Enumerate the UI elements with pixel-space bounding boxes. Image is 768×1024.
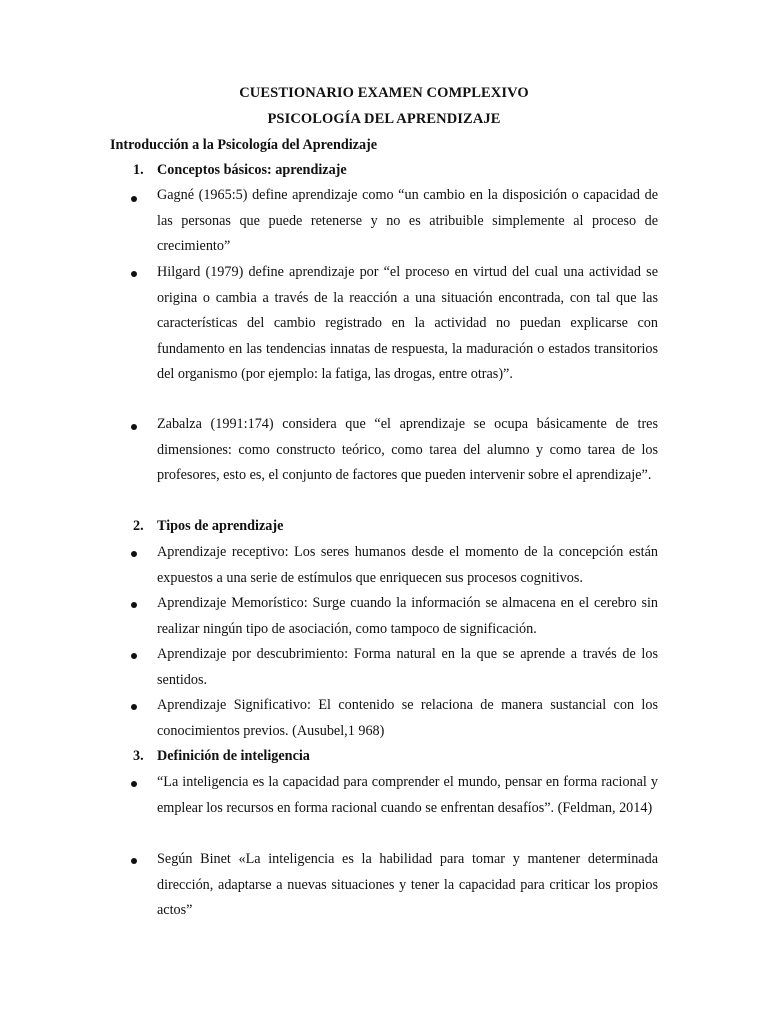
list-item: Zabalza (1991:174) considera que “el aprendizaje se ocupa básicamente de tres dimensiones: como constructo teórico, como tarea del alumno y como tarea de los profesores, esto es, el conjunto de factores que pueden intervenir sobre el aprendizaje”. xyxy=(157,416,658,483)
list-item: Según Binet «La inteligencia es la habilidad para tomar y mantener determinada dirección, adaptarse a nuevas situaciones y tener la capacidad para criticar los propios actos” xyxy=(157,851,658,918)
section-title: Definición de inteligencia xyxy=(157,748,310,764)
document-subtitle: PSICOLOGÍA DEL APRENDIZAJE xyxy=(267,111,501,127)
section-number: 1. xyxy=(133,162,144,178)
list-item: Gagné (1965:5) define aprendizaje como “un cambio en la disposición o capacidad de las personas que puede retenerse y no es atribuible simplemente al proceso de crecimiento” xyxy=(157,187,658,254)
bullet-icon xyxy=(131,653,137,659)
section-heading-3 xyxy=(133,748,310,765)
list-item: Aprendizaje Significativo: El contenido se relaciona de manera sustancial con los conocimientos previos. (Ausubel,1 968) xyxy=(157,697,658,739)
section-title: Conceptos básicos: aprendizaje xyxy=(157,162,347,178)
list-item: Aprendizaje receptivo: Los seres humanos desde el momento de la concepción están expuestos a una serie de estímulos que enriquecen sus procesos cognitivos. xyxy=(157,544,658,586)
list-item: Aprendizaje Memorístico: Surge cuando la información se almacena en el cerebro sin realizar ningún tipo de asociación, como tampoco de significación. xyxy=(157,595,658,637)
section-title: Tipos de aprendizaje xyxy=(157,518,284,534)
document-title: CUESTIONARIO EXAMEN COMPLEXIVO xyxy=(239,85,529,101)
list-item: Hilgard (1979) define aprendizaje por “el proceso en virtud del cual una actividad se origina o cambia a través de la reacción a una situación encontrada, con tal que las características del cambio registrado en la actividad no puedan explicarse con fundamento en las tendencias innatas de respuesta, la maduración o estados transitorios del organismo (por ejemplo: la fatiga, las drogas, entre otras)”. xyxy=(157,264,658,382)
intro-heading: Introducción a la Psicología del Aprendizaje xyxy=(110,137,378,153)
list-item: Aprendizaje por descubrimiento: Forma natural en la que se aprende a través de los sentidos. xyxy=(157,646,658,688)
bullet-icon xyxy=(131,196,137,202)
bullet-icon xyxy=(131,602,137,608)
bullet-icon xyxy=(131,858,137,864)
section-number: 2. xyxy=(133,518,144,534)
bullet-icon xyxy=(131,704,137,710)
bullet-icon xyxy=(131,781,137,787)
bullet-icon xyxy=(131,271,137,277)
section-number: 3. xyxy=(133,748,144,764)
bullet-icon xyxy=(131,551,137,557)
section-heading-1 xyxy=(133,162,347,179)
list-item: “La inteligencia es la capacidad para comprender el mundo, pensar en forma racional y emplear los recursos en forma racional cuando se enfrentan desafíos”. (Feldman, 2014) xyxy=(157,774,658,816)
bullet-icon xyxy=(131,424,137,430)
section-heading-2 xyxy=(133,518,283,535)
